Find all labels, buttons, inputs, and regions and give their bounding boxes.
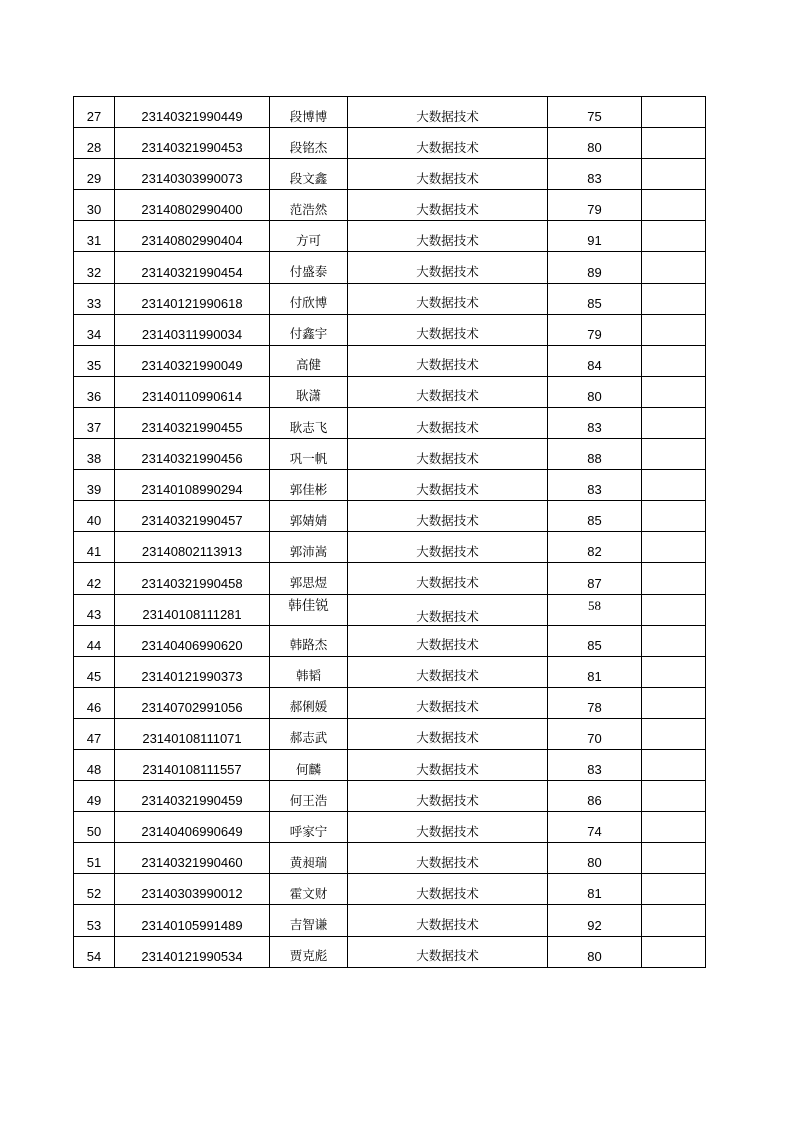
student-name-cell: 付欣博	[270, 283, 348, 314]
score-cell: 83	[548, 749, 642, 780]
remark-cell	[642, 812, 706, 843]
exam-id-cell: 23140406990620	[115, 625, 270, 656]
major-cell: 大数据技术	[348, 532, 548, 563]
score-cell: 58	[548, 594, 642, 625]
score-cell: 80	[548, 128, 642, 159]
table-row	[74, 781, 706, 812]
score-cell: 81	[548, 874, 642, 905]
student-name-cell: 巩一帆	[270, 439, 348, 470]
row-number-cell: 49	[74, 781, 115, 812]
table-row	[74, 656, 706, 687]
score-cell: 79	[548, 190, 642, 221]
table-row	[74, 749, 706, 780]
student-name-cell: 何麟	[270, 749, 348, 780]
row-number-cell: 32	[74, 252, 115, 283]
major-cell: 大数据技术	[348, 252, 548, 283]
score-cell: 74	[548, 812, 642, 843]
major-cell: 大数据技术	[348, 656, 548, 687]
major-cell: 大数据技术	[348, 905, 548, 936]
exam-id-cell: 23140321990453	[115, 128, 270, 159]
remark-cell	[642, 749, 706, 780]
major-cell: 大数据技术	[348, 345, 548, 376]
remark-cell	[642, 439, 706, 470]
exam-id-cell: 23140108111281	[115, 594, 270, 625]
remark-cell	[642, 407, 706, 438]
score-cell: 91	[548, 221, 642, 252]
remark-cell	[642, 843, 706, 874]
remark-cell	[642, 283, 706, 314]
major-cell: 大数据技术	[348, 563, 548, 594]
exam-id-cell: 23140121990534	[115, 936, 270, 967]
major-cell: 大数据技术	[348, 874, 548, 905]
remark-cell	[642, 874, 706, 905]
table-row	[74, 718, 706, 749]
table-row	[74, 594, 706, 625]
table-row	[74, 314, 706, 345]
student-name-cell: 付鑫宇	[270, 314, 348, 345]
remark-cell	[642, 376, 706, 407]
table-row	[74, 345, 706, 376]
remark-cell	[642, 190, 706, 221]
major-cell: 大数据技术	[348, 625, 548, 656]
remark-cell	[642, 501, 706, 532]
row-number-cell: 31	[74, 221, 115, 252]
remark-cell	[642, 718, 706, 749]
exam-id-cell: 23140802990404	[115, 221, 270, 252]
major-cell: 大数据技术	[348, 283, 548, 314]
exam-id-cell: 23140321990454	[115, 252, 270, 283]
row-number-cell: 29	[74, 159, 115, 190]
score-cell: 92	[548, 905, 642, 936]
exam-id-cell: 23140105991489	[115, 905, 270, 936]
student-name-cell: 方可	[270, 221, 348, 252]
table-row	[74, 252, 706, 283]
major-cell: 大数据技术	[348, 470, 548, 501]
major-cell: 大数据技术	[348, 781, 548, 812]
exam-id-cell: 23140321990456	[115, 439, 270, 470]
exam-id-cell: 23140321990459	[115, 781, 270, 812]
table-row	[74, 221, 706, 252]
remark-cell	[642, 221, 706, 252]
score-cell: 88	[548, 439, 642, 470]
major-cell: 大数据技术	[348, 812, 548, 843]
major-cell: 大数据技术	[348, 190, 548, 221]
row-number-cell: 34	[74, 314, 115, 345]
major-cell: 大数据技术	[348, 128, 548, 159]
student-name-cell: 郝志武	[270, 718, 348, 749]
major-cell: 大数据技术	[348, 97, 548, 128]
student-name-cell: 韩佳锐	[270, 594, 348, 625]
student-name-cell: 段博博	[270, 97, 348, 128]
student-name-cell: 吉智谦	[270, 905, 348, 936]
table-row	[74, 283, 706, 314]
student-name-cell: 韩路杰	[270, 625, 348, 656]
exam-id-cell: 23140108111557	[115, 749, 270, 780]
score-cell: 70	[548, 718, 642, 749]
student-name-cell: 郝俐媛	[270, 687, 348, 718]
score-cell: 80	[548, 843, 642, 874]
major-cell: 大数据技术	[348, 439, 548, 470]
major-cell: 大数据技术	[348, 221, 548, 252]
table-row	[74, 376, 706, 407]
table-row	[74, 625, 706, 656]
roster-table	[73, 96, 706, 968]
score-cell: 84	[548, 345, 642, 376]
table-row	[74, 687, 706, 718]
student-name-cell: 贾克彪	[270, 936, 348, 967]
row-number-cell: 41	[74, 532, 115, 563]
row-number-cell: 52	[74, 874, 115, 905]
score-cell: 78	[548, 687, 642, 718]
exam-id-cell: 23140321990449	[115, 97, 270, 128]
table-row	[74, 874, 706, 905]
table-row	[74, 532, 706, 563]
remark-cell	[642, 345, 706, 376]
remark-cell	[642, 936, 706, 967]
major-cell: 大数据技术	[348, 501, 548, 532]
score-cell: 85	[548, 283, 642, 314]
row-number-cell: 38	[74, 439, 115, 470]
student-name-cell: 黄昶瑞	[270, 843, 348, 874]
score-cell: 80	[548, 376, 642, 407]
remark-cell	[642, 563, 706, 594]
score-cell: 85	[548, 501, 642, 532]
remark-cell	[642, 97, 706, 128]
table-row	[74, 128, 706, 159]
score-cell: 75	[548, 97, 642, 128]
score-cell: 85	[548, 625, 642, 656]
table-row	[74, 936, 706, 967]
row-number-cell: 54	[74, 936, 115, 967]
major-cell: 大数据技术	[348, 159, 548, 190]
exam-id-cell: 23140121990373	[115, 656, 270, 687]
row-number-cell: 28	[74, 128, 115, 159]
score-cell: 79	[548, 314, 642, 345]
row-number-cell: 40	[74, 501, 115, 532]
student-name-cell: 郭佳彬	[270, 470, 348, 501]
student-name-cell: 段铭杰	[270, 128, 348, 159]
exam-id-cell: 23140110990614	[115, 376, 270, 407]
exam-id-cell: 23140303990073	[115, 159, 270, 190]
remark-cell	[642, 470, 706, 501]
exam-id-cell: 23140121990618	[115, 283, 270, 314]
table-row	[74, 843, 706, 874]
remark-cell	[642, 532, 706, 563]
row-number-cell: 43	[74, 594, 115, 625]
exam-id-cell: 23140321990458	[115, 563, 270, 594]
score-cell: 81	[548, 656, 642, 687]
score-cell: 86	[548, 781, 642, 812]
table-row	[74, 470, 706, 501]
row-number-cell: 33	[74, 283, 115, 314]
table-row	[74, 812, 706, 843]
row-number-cell: 47	[74, 718, 115, 749]
student-name-cell: 郭沛嵩	[270, 532, 348, 563]
remark-cell	[642, 905, 706, 936]
row-number-cell: 45	[74, 656, 115, 687]
student-name-cell: 何王浩	[270, 781, 348, 812]
table-row	[74, 439, 706, 470]
remark-cell	[642, 252, 706, 283]
exam-id-cell: 23140311990034	[115, 314, 270, 345]
score-cell: 83	[548, 407, 642, 438]
major-cell: 大数据技术	[348, 594, 548, 625]
table-row	[74, 407, 706, 438]
table-row	[74, 501, 706, 532]
score-cell: 83	[548, 159, 642, 190]
exam-id-cell: 23140802990400	[115, 190, 270, 221]
remark-cell	[642, 314, 706, 345]
exam-id-cell: 23140321990457	[115, 501, 270, 532]
major-cell: 大数据技术	[348, 749, 548, 780]
exam-id-cell: 23140321990460	[115, 843, 270, 874]
student-name-cell: 郭思煜	[270, 563, 348, 594]
student-name-cell: 段文鑫	[270, 159, 348, 190]
score-cell: 80	[548, 936, 642, 967]
student-name-cell: 霍文财	[270, 874, 348, 905]
remark-cell	[642, 159, 706, 190]
remark-cell	[642, 594, 706, 625]
row-number-cell: 42	[74, 563, 115, 594]
row-number-cell: 44	[74, 625, 115, 656]
remark-cell	[642, 625, 706, 656]
exam-id-cell: 23140802113913	[115, 532, 270, 563]
student-name-cell: 韩韬	[270, 656, 348, 687]
student-name-cell: 呼家宁	[270, 812, 348, 843]
roster-body	[74, 97, 706, 968]
row-number-cell: 51	[74, 843, 115, 874]
row-number-cell: 50	[74, 812, 115, 843]
table-row	[74, 97, 706, 128]
exam-id-cell: 23140108111071	[115, 718, 270, 749]
student-name-cell: 耿志飞	[270, 407, 348, 438]
remark-cell	[642, 128, 706, 159]
remark-cell	[642, 687, 706, 718]
row-number-cell: 36	[74, 376, 115, 407]
student-name-cell: 耿潇	[270, 376, 348, 407]
student-name-cell: 范浩然	[270, 190, 348, 221]
score-cell: 89	[548, 252, 642, 283]
row-number-cell: 48	[74, 749, 115, 780]
major-cell: 大数据技术	[348, 687, 548, 718]
remark-cell	[642, 656, 706, 687]
row-number-cell: 39	[74, 470, 115, 501]
table-row	[74, 905, 706, 936]
score-cell: 82	[548, 532, 642, 563]
exam-id-cell: 23140321990455	[115, 407, 270, 438]
row-number-cell: 30	[74, 190, 115, 221]
exam-id-cell: 23140108990294	[115, 470, 270, 501]
major-cell: 大数据技术	[348, 843, 548, 874]
major-cell: 大数据技术	[348, 936, 548, 967]
exam-id-cell: 23140406990649	[115, 812, 270, 843]
row-number-cell: 27	[74, 97, 115, 128]
remark-cell	[642, 781, 706, 812]
major-cell: 大数据技术	[348, 718, 548, 749]
student-name-cell: 郭婧婧	[270, 501, 348, 532]
major-cell: 大数据技术	[348, 376, 548, 407]
score-cell: 87	[548, 563, 642, 594]
row-number-cell: 46	[74, 687, 115, 718]
exam-id-cell: 23140702991056	[115, 687, 270, 718]
row-number-cell: 53	[74, 905, 115, 936]
table-row	[74, 563, 706, 594]
major-cell: 大数据技术	[348, 314, 548, 345]
row-number-cell: 37	[74, 407, 115, 438]
row-number-cell: 35	[74, 345, 115, 376]
table-row	[74, 190, 706, 221]
exam-id-cell: 23140321990049	[115, 345, 270, 376]
score-cell: 83	[548, 470, 642, 501]
table-row	[74, 159, 706, 190]
major-cell: 大数据技术	[348, 407, 548, 438]
student-name-cell: 付盛泰	[270, 252, 348, 283]
exam-id-cell: 23140303990012	[115, 874, 270, 905]
student-name-cell: 高健	[270, 345, 348, 376]
